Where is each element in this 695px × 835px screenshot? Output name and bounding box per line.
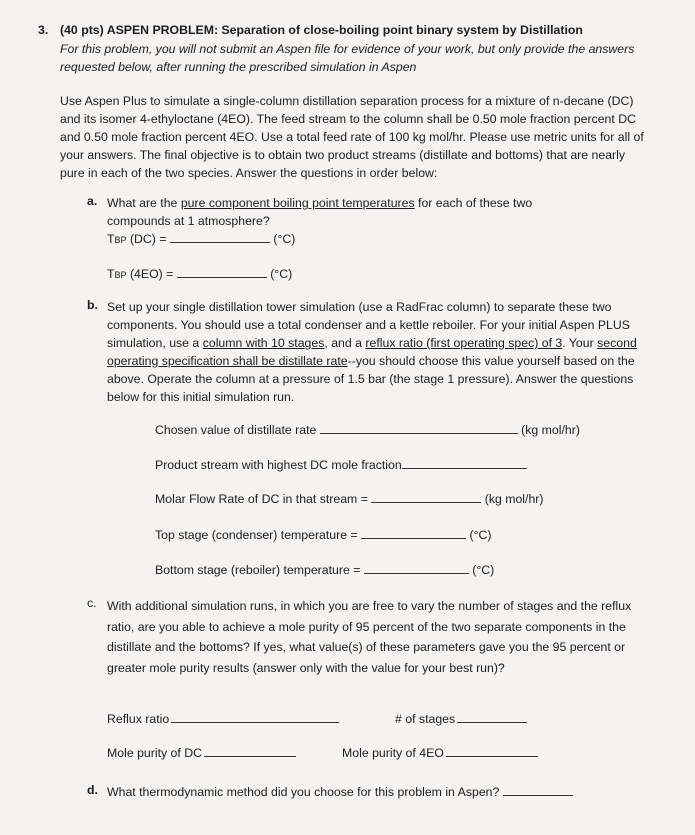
top-stage-line: Top stage (condenser) temperature = (°C) — [155, 528, 492, 542]
bottom-stage-line: Bottom stage (reboiler) temperature = (°C) — [155, 563, 495, 577]
part-b-question: Set up your single distillation tower simulation (use a RadFrac column) to separate these two components. You should use a total condenser and a kettle reboiler. For your initial Aspen PLUS simulation, use a column with 10 stages, and a reflux ratio (first operating spec) of 3. Your second operating specification shall be distillate rate--you should choose this value yourself based on the above. Operate the column at a pressure of 1.5 bar (the stage 1 pressure). Answer the questions below for this initial simulation run. — [107, 300, 637, 404]
part-c-letter: c. — [87, 596, 97, 610]
purity-dc-blank[interactable] — [204, 744, 296, 757]
question-number: 3. — [38, 23, 49, 37]
molar-flow-line: Molar Flow Rate of DC in that stream = (kg mol/hr) — [155, 492, 544, 506]
tbp-dc-line: TBP (DC) = (°C) — [107, 232, 296, 246]
part-a-letter: a. — [87, 194, 98, 208]
purity-eo-blank[interactable] — [446, 744, 538, 757]
distillate-rate-line: Chosen value of distillate rate (kg mol/hr) — [155, 423, 580, 437]
purity-eo-line: Mole purity of 4EO — [342, 744, 538, 760]
part-d-line: What thermodynamic method did you choose for this problem in Aspen? — [107, 783, 573, 799]
part-c-question: With additional simulation runs, in which you are free to vary the number of stages and the reflux ratio, are you able to achieve a mole purity of 95 percent of the two separate components in the distillate and the bottoms? If yes, what value(s) of these parameters gave you the 95 percent or greater mole purity results (answer only with the value for your best run)? — [107, 599, 632, 675]
question-title: (40 pts) ASPEN PROBLEM: Separation of close-boiling point binary system by Distillation — [60, 23, 583, 37]
purity-dc-line: Mole purity of DC — [107, 744, 296, 760]
stages-line: # of stages — [395, 710, 527, 726]
thermo-method-blank[interactable] — [503, 783, 573, 796]
part-a-underlined: pure component boiling point temperatures — [180, 196, 415, 210]
molar-flow-blank[interactable] — [371, 490, 481, 503]
question-intro: For this problem, you will not submit an Aspen file for evidence of your work, but only provide the answers requested below, after running the prescribed simulation in Aspen — [60, 42, 635, 74]
part-a-question: What are the pure component boiling point temperatures for each of these two compounds at 1 atmosphere? — [107, 196, 533, 228]
tbp-4eo-blank[interactable] — [177, 265, 267, 278]
top-stage-blank[interactable] — [361, 526, 466, 539]
stages-blank[interactable] — [457, 710, 527, 723]
tbp-dc-blank[interactable] — [170, 230, 270, 243]
reflux-ratio-blank[interactable] — [171, 710, 339, 723]
part-b-letter: b. — [87, 298, 98, 312]
part-d-letter: d. — [87, 783, 98, 797]
product-stream-blank[interactable] — [402, 456, 527, 469]
tbp-4eo-line: TBP (4EO) = (°C) — [107, 267, 293, 281]
product-stream-line: Product stream with highest DC mole fraction — [155, 456, 527, 472]
question-body: Use Aspen Plus to simulate a single-column distillation separation process for a mixture of n-decane (DC) and its isomer 4-ethyloctane (4EO). The feed stream to the column shall be 0.50 mole fraction percent DC and 0.50 mole fraction percent 4EO. Use a total feed rate of 100 kg mol/hr. Please use metric units for all of your answers. The final objective is to obtain two product streams (distillate and bottoms) that are nearly pure in each of the two species. Answer the questions in order below: — [60, 94, 644, 180]
distillate-rate-blank[interactable] — [320, 421, 518, 434]
reflux-ratio-line: Reflux ratio — [107, 710, 339, 726]
bottom-stage-blank[interactable] — [364, 561, 469, 574]
